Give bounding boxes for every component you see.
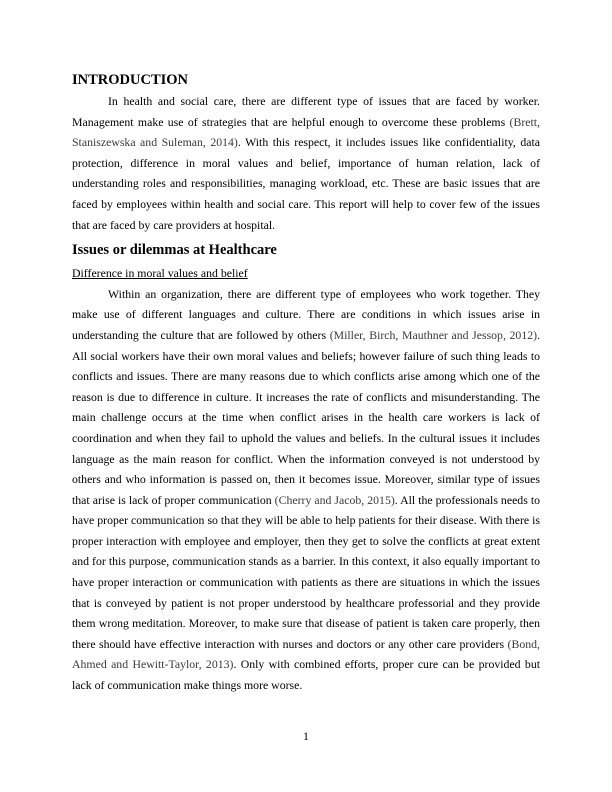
document-page — [72, 70, 540, 696]
issues-text-part-3: . All the professionals needs to have proper communication so that they will be able to help patients for their disease. With there is proper interaction with employee and employer, then they get to solve the conflicts at great extent and for this purpose, communication stands as a barrier. In this context, it also equally important to have proper interaction or communication with patients as there are situations in which the issues that is conveyed by patient is not proper understood by healthcare professorial and they provide them wrong meditation. Moreover, to make sure that disease of patient is taken care properly, then there should have effective interaction with nurses and doctors or any other care providers — [72, 492, 540, 651]
introduction-heading: INTRODUCTION — [72, 72, 189, 88]
issues-heading: Issues or dilemmas at Healthcare — [72, 242, 277, 259]
citation-miller: (Miller, Birch, Mauthner and Jessop, 2012) — [329, 327, 538, 342]
citation-brett: (Brett, Staniszewska and Suleman, 2014) — [72, 114, 540, 150]
issues-text-part-2: . All social workers have their own moral values and beliefs; however failure of such thing leads to conflicts and issues. There are many reasons due to which conflicts arise among which one of the reason is due to difference in culture. It increases the rate of conflicts and misunderstanding. The main challenge occurs at the time when conflict arises in the health care workers is lack of coordination and when they fail to uphold the values and beliefs. In the cultural issues it includes language as the main reason for conflict. When the information conveyed is not understood by others and who information is passed on, then it becomes issue. Moreover, similar type of issues that arise is lack of proper communication — [72, 327, 541, 507]
introduction-paragraph — [72, 91, 540, 235]
citation-bond: (Bond, Ahmed and Hewitt-Taylor, 2013) — [72, 636, 540, 672]
intro-text-part-2: . With this respect, it includes issues like confidentiality, data protection, difference in moral values and belief, importance of human relation, lack of understanding roles and responsibilities, managing workload, etc. These are basic issues that are faced by employees within health and social care. This report will help to cover few of the issues that are faced by care providers at hospital. — [72, 135, 540, 232]
page-number: 1 — [303, 729, 309, 743]
moral-values-paragraph — [72, 284, 540, 696]
intro-text-part-1: In health and social care, there are different type of issues that are faced by worker. Management make use of strategies that are helpful enough to overcome these problems — [72, 94, 540, 129]
issues-text-part-1: Within an organization, there are different type of employees who work together. They make use of different languages and culture. There are conditions in which issues arise in understanding the culture that are followed by others — [72, 286, 540, 342]
issues-text-part-4: . Only with combined efforts, proper cure can be provided but lack of communication make things more worse. — [72, 657, 540, 693]
moral-values-subheading: Difference in moral values and belief — [72, 266, 248, 281]
citation-cherry: (Cherry and Jacob, 2015) — [274, 492, 395, 507]
